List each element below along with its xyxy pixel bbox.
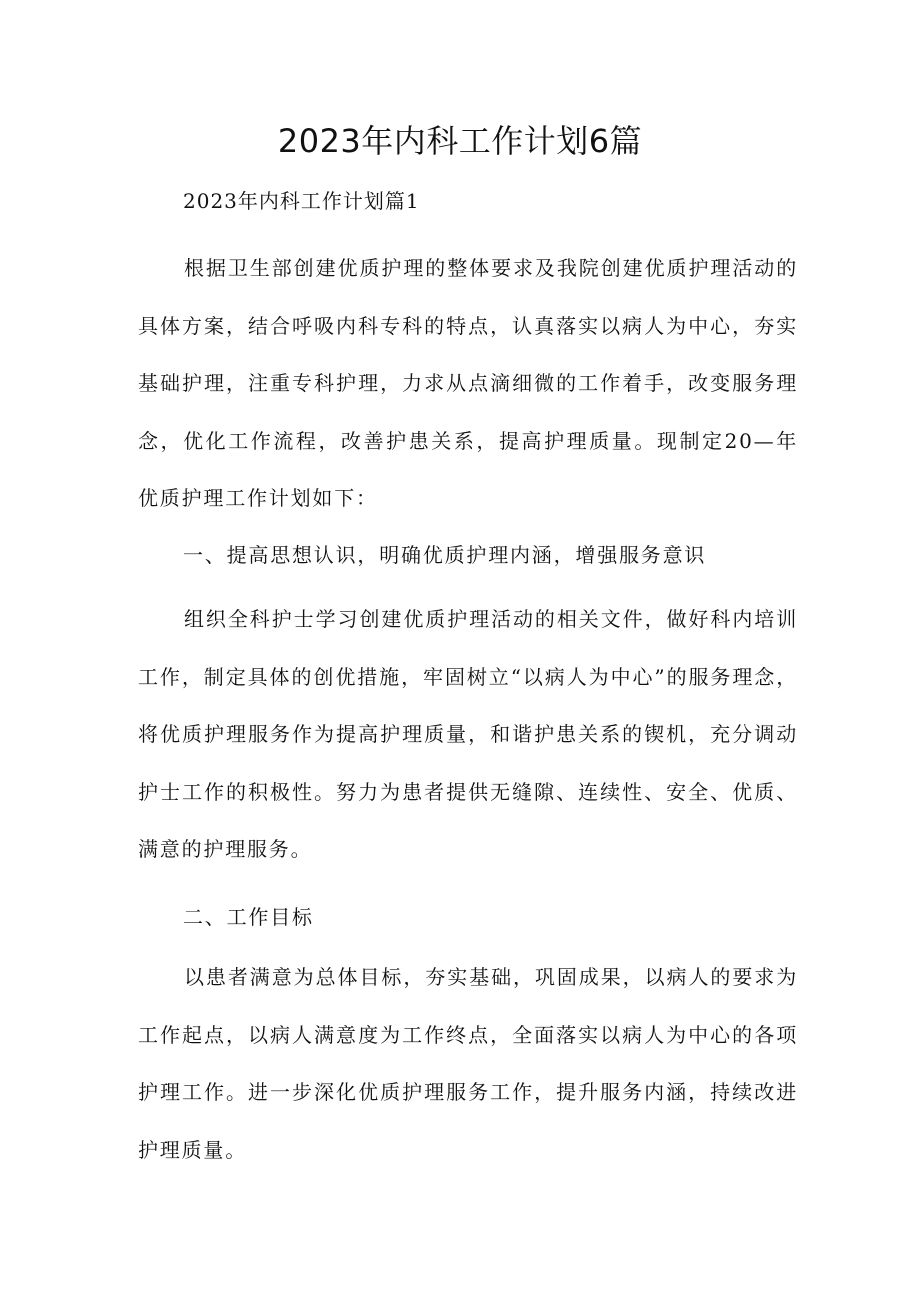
paragraph-section-2: 以患者满意为总体目标，夯实基础，巩固成果，以病人的要求为工作起点，以病人满意度为工作终点，全面落实以病人为中心的各项护理工作。进一步深化优质护理服务工作，提升服务内涵，持续改进护理质量。 (138, 965, 798, 1162)
paragraph-section-1: 组织全科护士学习创建优质护理活动的相关文件，做好科内培训工作，制定具体的创优措施，牢固树立“以病人为中心”的服务理念，将优质护理服务作为提高护理质量，和谐护患关系的锲机，充分调动护士工作的积极性。努力为患者提供无缝隙、连续性、安全、优质、满意的护理服务。 (138, 607, 798, 861)
section-heading-2: 二、工作目标 (183, 905, 314, 929)
document-subtitle: 2023年内科工作计划篇1 (183, 189, 420, 213)
section-heading-1: 一、提高思想认识，明确优质护理内涵，增强服务意识 (183, 543, 707, 567)
document-title: 2023年内科工作计划6篇 (277, 122, 643, 160)
paragraph-intro: 根据卫生部创建优质护理的整体要求及我院创建优质护理活动的具体方案，结合呼吸内科专科的特点，认真落实以病人为中心，夯实基础护理，注重专科护理，力求从点滴细微的工作着手，改变服务理念，优化工作流程，改善护患关系，提高护理质量。现制定20—年优质护理工作计划如下： (138, 256, 798, 510)
